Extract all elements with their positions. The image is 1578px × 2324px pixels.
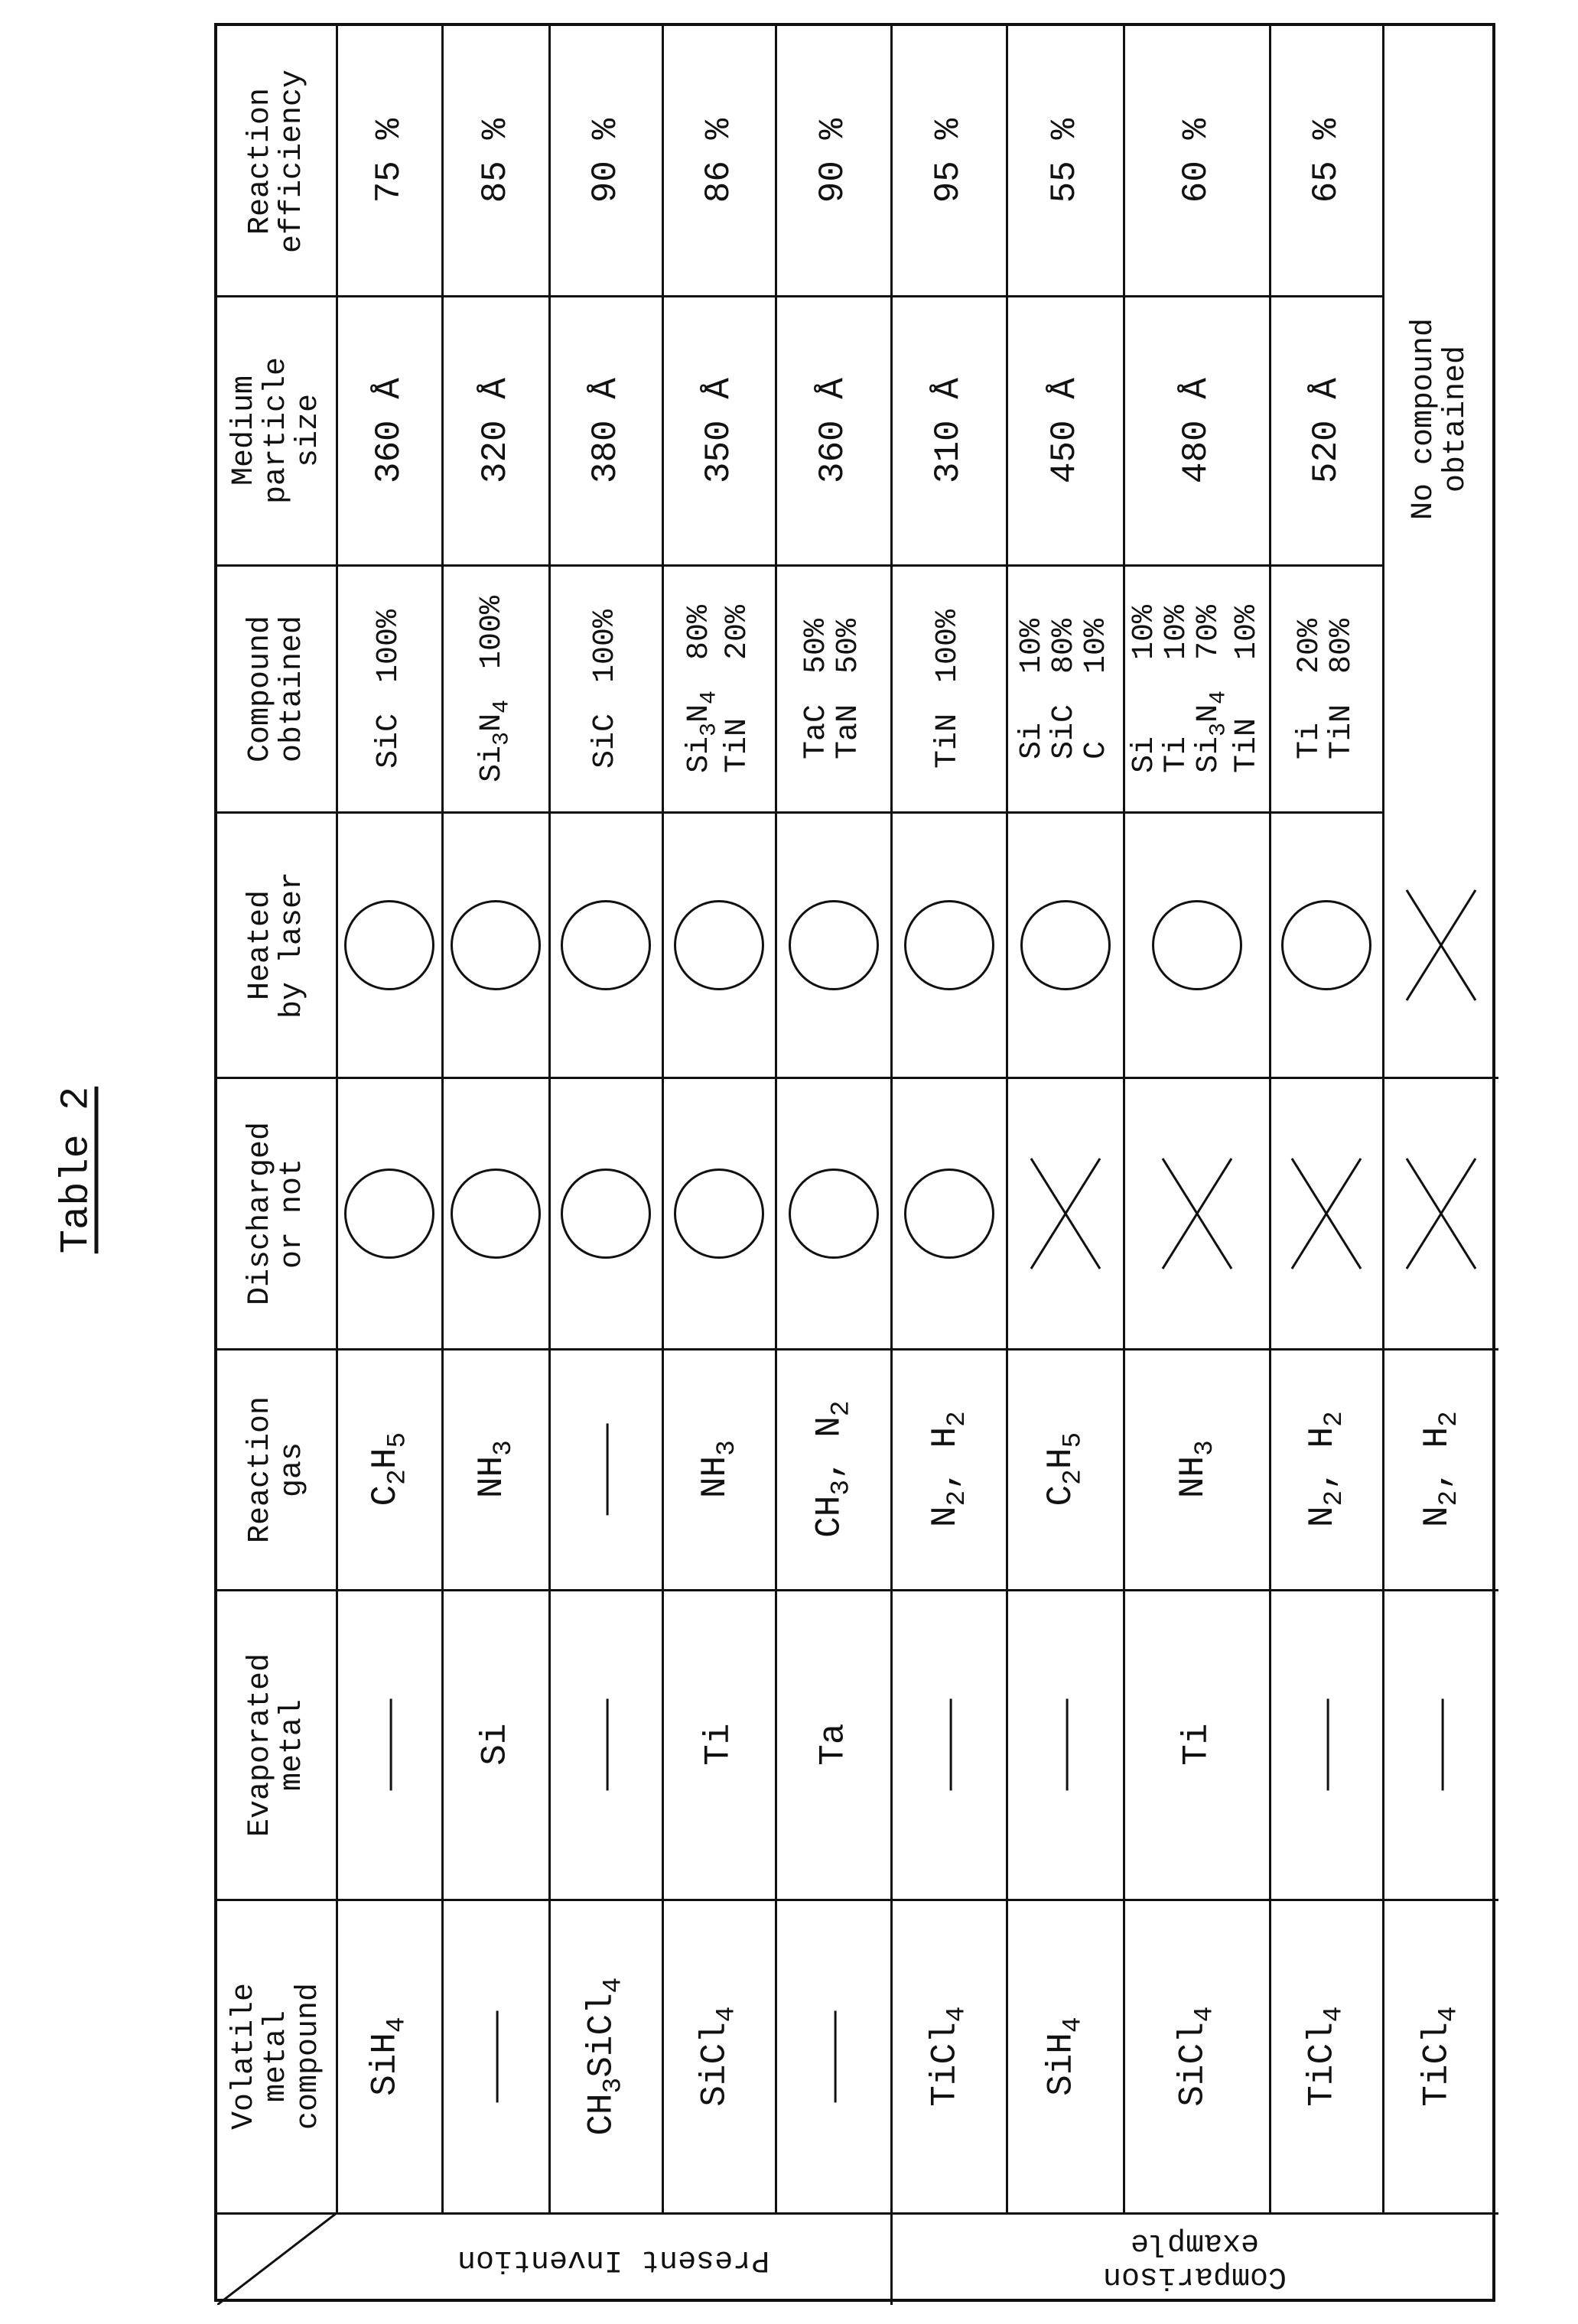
row3-laser <box>549 812 662 1077</box>
compound-name: TaC <box>799 704 835 759</box>
row1-efficiency <box>337 26 442 296</box>
row8-size <box>1124 296 1270 565</box>
compound-name: Si <box>1127 736 1163 773</box>
row6-volatile <box>891 1900 1007 2213</box>
compound-percent: 20% <box>1293 618 1327 674</box>
row4-volatile <box>662 1900 776 2213</box>
header-metal <box>217 1590 337 1900</box>
row5-discharged <box>776 1077 891 1349</box>
compound-percent: 50% <box>799 618 835 674</box>
compound-name: SiC <box>588 713 623 769</box>
dash-none <box>1434 1698 1447 1790</box>
row9-laser <box>1270 812 1383 1077</box>
row2-laser <box>442 812 549 1077</box>
compound-percent: 100% <box>372 609 406 683</box>
row8-discharged <box>1124 1077 1270 1349</box>
data-table <box>214 23 1495 2302</box>
cross-no-icon <box>1395 1156 1487 1271</box>
row9-gas <box>1270 1349 1383 1590</box>
header-gas <box>217 1349 337 1590</box>
row1-compound <box>337 565 442 812</box>
row5-metal-value: Ta <box>813 1723 854 1767</box>
row1-size <box>337 296 442 565</box>
row8-metal-value: Ti <box>1176 1723 1217 1767</box>
row6-compound <box>891 565 1007 812</box>
compound-list <box>1017 618 1114 759</box>
compound-name: Ti <box>1293 722 1327 759</box>
row2-gas-value: $NH_3$ <box>471 1440 519 1499</box>
compound-percent: 10% <box>1079 618 1114 674</box>
header-label-volatile: Volatile metal compound <box>227 1982 326 2131</box>
compound-list <box>1127 604 1265 773</box>
circle-yes-icon <box>561 900 651 990</box>
compound-list <box>684 604 754 772</box>
row5-metal <box>776 1590 891 1900</box>
group-comparison <box>891 2213 1498 2305</box>
row9-compound <box>1270 565 1383 812</box>
row3-metal <box>549 1590 662 1900</box>
compound-percent: 10% <box>1015 618 1050 674</box>
row4-volatile-value: SiCl$_4$ <box>695 2006 742 2107</box>
row9-size <box>1270 296 1383 565</box>
header-laser <box>217 812 337 1077</box>
cross-no-icon <box>1020 1156 1111 1271</box>
row2-size-value: 320 Å <box>475 377 516 484</box>
row8-laser <box>1124 812 1270 1077</box>
cross-no-icon <box>1280 1156 1372 1271</box>
compound-name: TaN <box>831 704 867 759</box>
row2-gas <box>442 1349 549 1590</box>
compound-percent: 100% <box>931 609 966 683</box>
row4-efficiency <box>662 26 776 296</box>
row4-gas-value: $NH_3$ <box>695 1440 742 1499</box>
header-label-compound: Compound obtained <box>243 615 310 762</box>
compound-name: TiN <box>1325 704 1359 759</box>
row7-compound <box>1007 565 1124 812</box>
row8-metal <box>1124 1590 1270 1900</box>
row2-metal-value: Si <box>475 1723 516 1767</box>
circle-yes-icon <box>344 900 434 990</box>
circle-yes-icon <box>1281 900 1371 990</box>
row2-discharged <box>442 1077 549 1349</box>
row8-gas <box>1124 1349 1270 1590</box>
compound-list <box>799 618 867 759</box>
compound-percent: 10% <box>1160 604 1195 660</box>
row4-gas <box>662 1349 776 1590</box>
circle-yes-icon <box>904 1169 994 1259</box>
row7-discharged <box>1007 1077 1124 1349</box>
circle-yes-icon <box>451 900 541 990</box>
row2-efficiency <box>442 26 549 296</box>
row3-efficiency-value: 90 % <box>585 119 626 203</box>
row5-size-value: 360 Å <box>813 377 854 484</box>
row7-size-value: 450 Å <box>1045 377 1085 484</box>
row5-compound <box>776 565 891 812</box>
row2-efficiency-value: 85 % <box>475 119 516 203</box>
compound-name: TiN <box>1230 717 1265 773</box>
row2-volatile <box>442 1900 549 2213</box>
row1-gas <box>337 1349 442 1590</box>
row6-laser <box>891 812 1007 1077</box>
compound-list <box>477 595 515 782</box>
row6-size-value: 310 Å <box>929 377 969 484</box>
corner-cell <box>217 2213 337 2305</box>
dash-none <box>1320 1698 1333 1790</box>
row5-volatile <box>776 1900 891 2213</box>
cross-no-icon <box>1151 1156 1243 1271</box>
row6-efficiency-value: 95 % <box>929 119 969 203</box>
row4-compound <box>662 565 776 812</box>
compound-percent: 100% <box>475 595 510 669</box>
no-compound-text: No compound obtained <box>1407 317 1474 521</box>
header-size <box>217 296 337 565</box>
dash-none <box>1059 1698 1072 1790</box>
row1-laser <box>337 812 442 1077</box>
no-compound-cell <box>1383 26 1498 812</box>
row8-compound <box>1124 565 1270 812</box>
row9-efficiency-value: 65 % <box>1306 119 1346 203</box>
dash-none <box>942 1698 955 1790</box>
row3-size <box>549 296 662 565</box>
row5-laser <box>776 812 891 1077</box>
row7-laser <box>1007 812 1124 1077</box>
compound-percent: 20% <box>721 604 756 660</box>
row7-volatile-value: SiH$_4$ <box>1041 2017 1088 2096</box>
row9-metal <box>1270 1590 1383 1900</box>
row4-size <box>662 296 776 565</box>
dash-none <box>827 2010 840 2102</box>
circle-yes-icon <box>451 1169 541 1259</box>
row6-efficiency <box>891 26 1007 296</box>
row6-gas-value: $N_2$, $H_2$ <box>925 1411 972 1528</box>
row8-volatile <box>1124 1900 1270 2213</box>
row9-volatile-value: TiCl$_4$ <box>1302 2006 1349 2107</box>
compound-percent: 80% <box>682 604 717 660</box>
diagonal-slash <box>217 2213 337 2305</box>
row5-gas-value: $CH_3$, $N_2$ <box>809 1400 857 1539</box>
header-label-size: Medium particle size <box>227 356 326 505</box>
compound-name: $Si_3N_4$ <box>475 699 516 782</box>
circle-yes-icon <box>674 900 764 990</box>
row8-volatile-value: SiCl$_4$ <box>1173 2006 1220 2107</box>
row1-discharged <box>337 1077 442 1349</box>
row1-volatile-value: SiH$_4$ <box>365 2017 412 2096</box>
compound-list <box>1294 618 1358 759</box>
compound-name: TiN <box>931 713 966 769</box>
compound-name: TiN <box>721 717 756 773</box>
row4-size-value: 350 Å <box>698 377 739 484</box>
row6-metal <box>891 1590 1007 1900</box>
dash-none <box>600 1423 613 1515</box>
circle-yes-icon <box>904 900 994 990</box>
row7-size <box>1007 296 1124 565</box>
row7-efficiency-value: 55 % <box>1045 119 1085 203</box>
row7-efficiency <box>1007 26 1124 296</box>
row8-efficiency <box>1124 26 1270 296</box>
header-compound <box>217 565 337 812</box>
row10-gas-value: $N_2$, $H_2$ <box>1417 1411 1464 1528</box>
compound-percent: 50% <box>831 618 867 674</box>
header-discharged <box>217 1077 337 1349</box>
header-label-discharged: Discharged or not <box>243 1121 311 1305</box>
circle-yes-icon <box>344 1169 434 1259</box>
compound-list <box>590 609 622 768</box>
row1-gas-value: $C_2H_5$ <box>365 1432 412 1507</box>
group-label-present: Present Invention <box>457 2242 770 2277</box>
dash-none <box>383 1698 396 1790</box>
row1-efficiency-value: 75 % <box>369 119 409 203</box>
compound-percent: 70% <box>1192 604 1227 660</box>
row5-size <box>776 296 891 565</box>
compound-percent: 10% <box>1127 604 1163 660</box>
row4-efficiency-value: 86 % <box>698 119 739 203</box>
row4-discharged <box>662 1077 776 1349</box>
row10-discharged <box>1383 1077 1498 1349</box>
row7-gas <box>1007 1349 1124 1590</box>
row8-size-value: 480 Å <box>1176 377 1217 484</box>
row3-volatile-value: $CH_3SiCl_4$ <box>581 1977 629 2136</box>
circle-yes-icon <box>1020 900 1111 990</box>
row6-size <box>891 296 1007 565</box>
compound-name: C <box>1079 740 1114 759</box>
compound-name: $Si_3N_4$ <box>1192 690 1233 773</box>
row8-gas-value: $NH_3$ <box>1173 1440 1220 1499</box>
compound-percent: 80% <box>1047 618 1082 674</box>
row6-volatile-value: TiCl$_4$ <box>925 2006 972 2107</box>
row10-volatile-value: TiCl$_4$ <box>1417 2006 1464 2107</box>
compound-percent: 10% <box>1230 604 1265 660</box>
row9-discharged <box>1270 1077 1383 1349</box>
row3-gas <box>549 1349 662 1590</box>
row1-metal <box>337 1590 442 1900</box>
row5-efficiency-value: 90 % <box>813 119 854 203</box>
compound-list <box>933 609 965 768</box>
row1-volatile <box>337 1900 442 2213</box>
row5-efficiency <box>776 26 891 296</box>
row3-size-value: 380 Å <box>585 377 626 484</box>
row8-efficiency-value: 60 % <box>1176 119 1217 203</box>
header-volatile <box>217 1900 337 2213</box>
dash-none <box>490 2010 503 2102</box>
row5-gas <box>776 1349 891 1590</box>
compound-name: SiC <box>1047 704 1082 759</box>
row2-size <box>442 296 549 565</box>
row1-size-value: 360 Å <box>369 377 409 484</box>
row10-gas <box>1383 1349 1498 1590</box>
header-efficiency <box>217 26 337 296</box>
dash-none <box>600 1698 613 1790</box>
compound-name: Si <box>1015 722 1050 759</box>
row10-laser <box>1383 812 1498 1077</box>
compound-percent: 100% <box>588 609 623 683</box>
row7-volatile <box>1007 1900 1124 2213</box>
row2-compound <box>442 565 549 812</box>
circle-yes-icon <box>674 1169 764 1259</box>
circle-yes-icon <box>561 1169 651 1259</box>
row10-volatile <box>1383 1900 1498 2213</box>
header-label-metal: Evaporated metal <box>243 1653 311 1837</box>
compound-list <box>373 609 405 768</box>
table-title-text: Table 2 <box>54 1086 99 1254</box>
row3-volatile <box>549 1900 662 2213</box>
row9-volatile <box>1270 1900 1383 2213</box>
row3-efficiency <box>549 26 662 296</box>
row9-gas-value: $N_2$, $H_2$ <box>1302 1411 1349 1528</box>
row9-efficiency <box>1270 26 1383 296</box>
row3-discharged <box>549 1077 662 1349</box>
header-label-gas: Reaction gas <box>243 1396 310 1543</box>
compound-name: SiC <box>372 713 406 769</box>
circle-yes-icon <box>789 900 879 990</box>
compound-name: Ti <box>1160 736 1195 773</box>
circle-yes-icon <box>789 1169 879 1259</box>
header-label-efficiency: Reaction efficiency <box>243 69 311 253</box>
row7-metal <box>1007 1590 1124 1900</box>
row10-metal <box>1383 1590 1498 1900</box>
group-label-comparison: Comparison example <box>1102 2225 1287 2293</box>
row4-metal-value: Ti <box>698 1723 739 1767</box>
row9-size-value: 520 Å <box>1306 377 1346 484</box>
row4-metal <box>662 1590 776 1900</box>
row6-gas <box>891 1349 1007 1590</box>
compound-percent: 80% <box>1325 618 1359 674</box>
row3-compound <box>549 565 662 812</box>
row7-gas-value: $C_2H_5$ <box>1041 1432 1088 1507</box>
cross-no-icon <box>1395 888 1487 1003</box>
compound-name: $Si_3N_4$ <box>682 690 723 773</box>
row6-discharged <box>891 1077 1007 1349</box>
header-label-laser: Heated by laser <box>243 871 310 1019</box>
table-title <box>31 1063 122 1277</box>
group-present <box>337 2213 891 2305</box>
row2-metal <box>442 1590 549 1900</box>
circle-yes-icon <box>1152 900 1242 990</box>
row4-laser <box>662 812 776 1077</box>
